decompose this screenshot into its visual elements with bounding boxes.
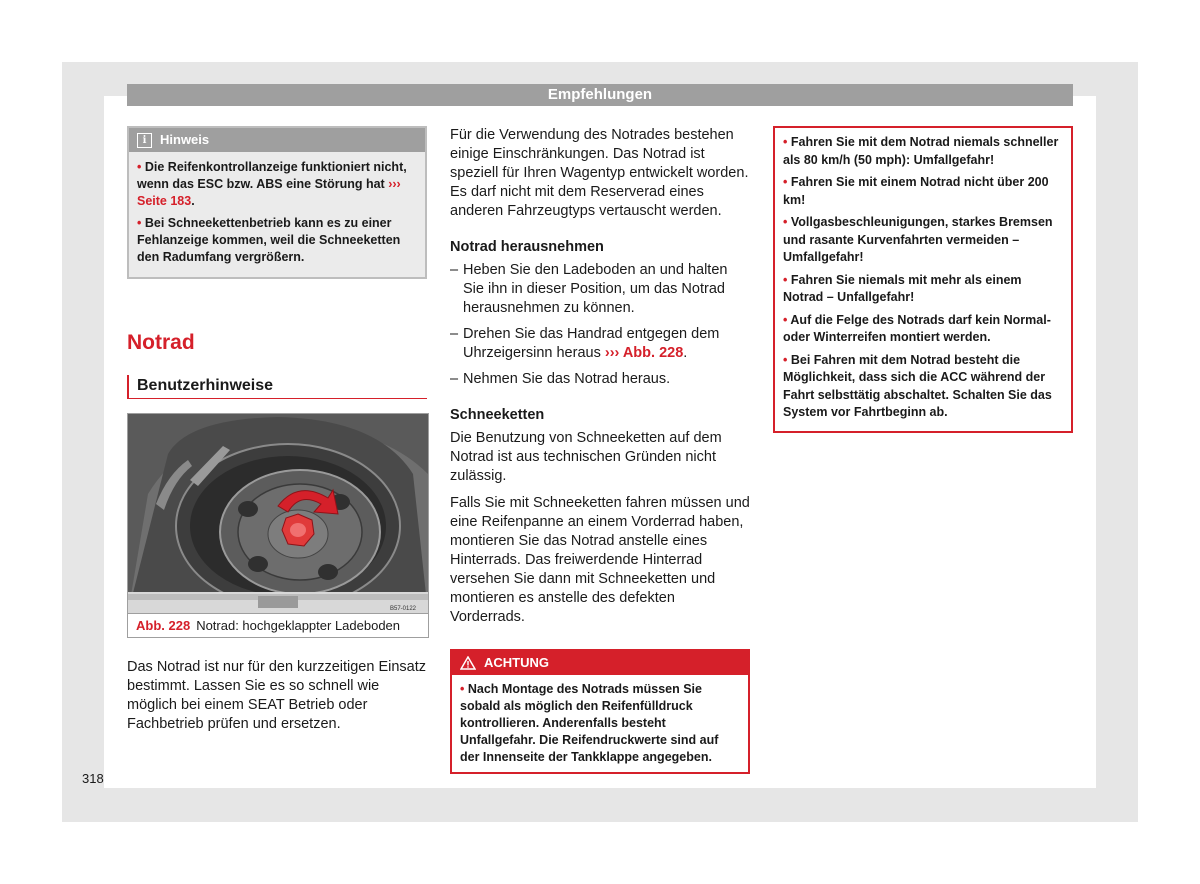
column-middle — [450, 126, 750, 774]
achtung-title: ACHTUNG — [484, 655, 549, 670]
step-item: – Heben Sie den Ladeboden an und halten Sie ihn in dieser Position, um das Notrad herausnehmen zu können. — [450, 261, 750, 318]
achtung-box — [450, 649, 750, 774]
heading-schneeketten: Schneeketten — [450, 407, 545, 423]
hinweis-item-text: Die Reifenkontrollanzeige funktioniert nicht, wenn das ESC bzw. ABS eine Störung hat — [137, 160, 407, 191]
page-link[interactable]: ››› Seite 183 — [137, 177, 401, 208]
warning-item — [783, 312, 1063, 347]
paragraph-chains-1: Die Benutzung von Schneeketten auf dem Notrad ist aus technischen Gründen nicht zulässig. — [450, 430, 722, 484]
step-item: – Nehmen Sie das Notrad heraus. — [450, 371, 671, 387]
paragraph-intro: Für die Verwendung des Notrades bestehen einige Einschränkungen. Das Notrad ist speziell für Ihren Wagentyp entwickelt worden. Es darf nicht mit dem Reserverad eines anderen Fahrzeugtyps vertauscht werden. — [450, 127, 749, 219]
warning-list-box — [773, 126, 1073, 433]
warning-text: Fahren Sie mit dem Notrad niemals schneller als 80 km/h (50 mph): Umfallgefahr! — [783, 135, 1059, 167]
bullet-icon: • — [460, 682, 465, 696]
hinweis-box — [127, 126, 427, 279]
hinweis-item — [137, 159, 417, 210]
warning-item — [783, 174, 1063, 209]
bullet-icon: • — [783, 352, 788, 367]
step-text: Nehmen Sie das Notrad heraus. — [463, 371, 671, 387]
warning-triangle-icon — [460, 656, 476, 670]
bullet-icon: • — [137, 160, 142, 174]
hinweis-body — [129, 152, 425, 277]
section-title: Notrad — [127, 331, 195, 354]
warning-item — [783, 134, 1063, 169]
hinweis-item-after: . — [191, 194, 195, 208]
hinweis-item-text: Bei Schneekettenbetrieb kann es zu einer Fehlanzeige kommen, weil die Schneeketten den Radumfang vergrößern. — [137, 216, 401, 264]
figure-caption — [128, 613, 428, 637]
paragraph-chains-2: Falls Sie mit Schneeketten fahren müssen und eine Reifenpanne an einem Vorderrad haben, montieren Sie das Notrad anstelle eines Hinterrads. Das freiwerdende Hinterrad versehen Sie dann mit Schneeketten und montieren es anstelle des defekten Vorderrads. — [450, 495, 750, 625]
achtung-body — [452, 675, 748, 772]
page-header: Empfehlungen — [127, 84, 1073, 106]
bullet-icon: • — [783, 312, 788, 327]
bullet-icon: • — [783, 272, 788, 287]
info-icon: i — [137, 133, 152, 148]
column-right — [773, 126, 1073, 433]
step-item: – Drehen Sie das Handrad entgegen dem Uhrzeigersinn heraus ››› Abb. 228. — [450, 326, 720, 361]
heading-notrad-herausnehmen: Notrad herausnehmen — [450, 239, 604, 255]
figure-228 — [127, 413, 429, 638]
warning-text: Auf die Felge des Notrads darf kein Normal- oder Winterreifen montiert werden. — [783, 312, 1051, 344]
warning-text: Fahren Sie mit einem Notrad nicht über 200 km! — [783, 175, 1049, 207]
paragraph-notrad: Das Notrad ist nur für den kurzzeitigen Einsatz bestimmt. Lassen Sie es so schnell wie möglich bei einem SEAT Betrieb oder Fachbetrieb prüfen und ersetzen. — [127, 659, 426, 732]
figure-code: B57-0122 — [390, 606, 417, 612]
bullet-icon: • — [783, 215, 788, 229]
bullet-icon: • — [137, 216, 142, 230]
warning-item — [783, 214, 1063, 267]
step-text: Drehen Sie das Handrad entgegen dem Uhrzeigersinn heraus — [463, 326, 720, 361]
warning-item — [783, 352, 1063, 422]
warning-text: Fahren Sie niemals mit mehr als einem Notrad – Unfallgefahr! — [783, 272, 1022, 304]
achtung-item: Nach Montage des Notrads müssen Sie sobald als möglich den Reifenfülldruck kontrollieren. Anderenfalls besteht Unfallgefahr. Die Reifendruckwerte sind auf der Innenseite der Tankklappe angegeben. — [460, 682, 719, 764]
subsection-title: Benutzerhinweise — [127, 375, 427, 399]
column-left — [127, 126, 427, 734]
achtung-header — [452, 651, 748, 675]
spare-wheel-illustration — [128, 414, 428, 613]
bullet-icon: • — [783, 135, 788, 149]
figure-number: Abb. 228 — [136, 618, 191, 633]
step-text: Heben Sie den Ladeboden an und halten Sie ihn in dieser Position, um das Notrad herausnehmen zu können. — [463, 262, 728, 316]
hinweis-header — [129, 128, 425, 152]
page-number: 318 — [82, 771, 104, 786]
warning-item — [783, 272, 1063, 307]
hinweis-title: Hinweis — [160, 132, 210, 147]
warning-text: Vollgasbeschleunigungen, starkes Bremsen und rasante Kurvenfahrten vermeiden – Umfallgefahr! — [783, 215, 1053, 264]
figure-link[interactable]: ››› Abb. 228 — [604, 345, 684, 361]
bullet-icon: • — [783, 175, 788, 189]
hinweis-item — [137, 215, 417, 266]
warning-text: Bei Fahren mit dem Notrad besteht die Möglichkeit, dass sich die ACC während der Fahrt selbsttätig abschaltet. Schalten Sie das System vor Fahrtbeginn ab. — [783, 352, 1052, 419]
step-after: . — [683, 345, 688, 361]
figure-caption-text: Notrad: hochgeklappter Ladeboden — [196, 618, 401, 633]
